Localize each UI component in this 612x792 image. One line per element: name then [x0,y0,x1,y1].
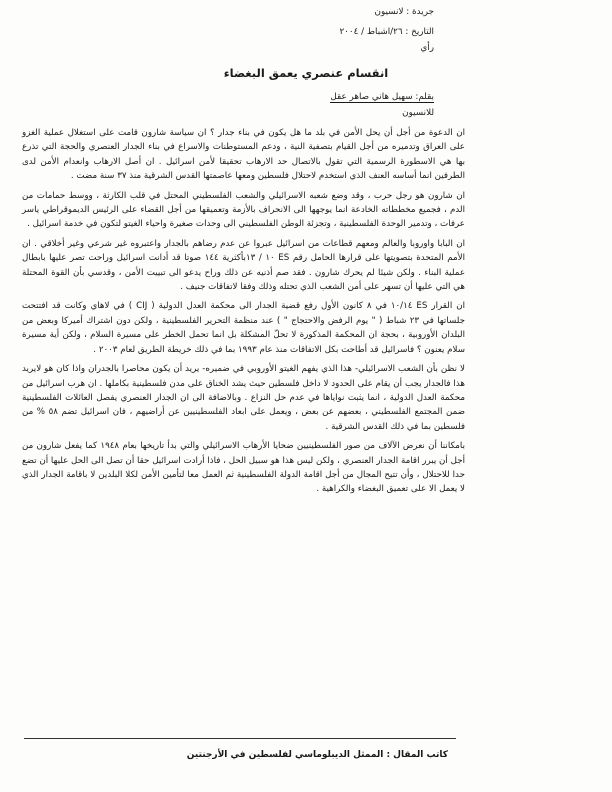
paragraph: ان القرار ES ١٠/١٤ في ٨ كانون الأول رفع قضية الجدار الى محكمة العدل الدولية ( CIJ ) في لاهاي وكانت قد افتتحت جلساتها في ٢٣ شباط ( " يوم الرفض والاحتجاج " ) عند منظمة التحرير الفلسطينية ، ولكن دون اشتراك أميركا وبعض من البلدان الأوروبية ، بحجة ان المحكمة المذكورة لا تحلّ المشكلة بل انما تحمل الخطر على مسيرة السلام ، ولكن أية مسيرة سلام يعنون ؟ فاسرائيل قد أطاحت بكل الاتفاقات منذ عام ١٩٩٣ بما في ذلك خريطة الطريق لعام ٢٠٠٣ . [22,301,465,355]
publication-date: التاريخ : ٢٦/اشباط / ٢٠٠٤ [339,27,434,37]
paragraph: لا نظن بأن الشعب الاسرائيلي- هذا الذي يفهم الغيتو الأوروبي في ضميره- يريد أن يكون محاصرا بالجدران واذا كان هو لايريد هذا فالجدار يجب أن يقام على الحدود لا داخل فلسطين حيث يشد الخناق على مدن فلسطينية بكاملها . ان هرب اسرائيل من محكمة العدل الدولية ، انما يثبت نواياها في عدم حل النزاع . وبالاضافة الى ان الجدار العنصري يفصل العائلات الفلسطينية ضمن المجتمع الفلسطيني ، بعضهم عن بعض ، ويعمل على ابعاد الفلسطينيين عن أراضيهم ، فان اسرائيل تضم ٥٨ % من فلسطين بما في ذلك القدس الشرقية . [22,364,465,432]
byline [330,92,434,102]
salutation: للانسيون [402,108,434,118]
footer-divider [24,738,456,739]
article-title: انقسام عنصري يعمق البغضاء [223,66,389,80]
paragraph: بامكاننا أن نعرض الآلاف من صور الفلسطينيين ضحايا الأرهاب الاسرائيلي والتي بدأ تاريخها بعام ١٩٤٨ كما يفعل شارون من أجل أن يبرر اقامة الجدار العنصري ، ولكن ليس هذا هو سبيل الحل ، فاذا أرادت اسرائيل حقا أن تصل الى الحل عليها أن تضع حدا للاحتلال ، وأن تتيح المجال من أجل اقامة الدولة الفلسطينية ثم العمل معا لتأمين الأمن لكلا البلدين لا باقامة الجدار الذي لا يعمل الا على تعميق البغضاء والكراهية . [22,441,465,495]
newspaper-name: جريدة : لانسيون [374,7,434,17]
paragraph: ان شارون هو رجل حرب ، وقد وضع شعبه الاسرائيلي والشعب الفلسطيني المحتل في قلب الكارثة ، ووسط حمامات من الدم ، فجميع مخططاته الخادعة انما يوجهها الى الانحراف بالأزمة وتعميقها من أجل القضاء على الرئيس الديموقراطي ياسر عرفات ، وتدمير الوحدة الفلسطينية ، وتجزئة الوطن الفلسطيني الى وحدات صغيرة واحياء الغيتو لتكون في خدمة اسرائيل . [22,190,465,230]
byline-text: بقلم: سهيل هاني صاهر عقل [330,92,434,102]
paragraph: ان البابا واوروبا والعالم ومعهم قطاعات من اسرائيل عبروا عن عدم رضاهم بالجدار واعتبروه غير شرعي وغير أخلاقي . ان الأمم المتحدة بتصويتها على قرارها الحامل رقم ES ١٠ / ١٣بأكثرية ١٤٤ صوتا قد أدانت اسرائيل وراحت تصر عليها بابطال عملية البناء . ولكن شيئا لم يحرك شارون . فقد صم أذنيه عن ذلك وراح يدعو الى تبييت الأمن ، وقدسي بأن القوة المحتلة هي التي عليها أن تسهر على أمن الشعب الذي تحتله وذلك وفقا لاتفاقات جنيف . [22,238,466,293]
author-note: كاتب المقال : الممثل الديبلوماسي لفلسطين في الأرجنتين [186,750,448,760]
article-body [22,126,465,502]
section-label: رأي [420,43,434,53]
paragraph: ان الدعوة من أجل أن يحل الأمن في بلد ما هل يكون في بناء جدار ؟ ان سياسة شارون قامت على استغلال عملية الغزو على العراق وتدميره من أجل القيام بتصفية النية ، ودعم المستوطنات والاسراع في بناء الجدار العنصري والحجة التي تذرع بها هي الاسطورة الرسمية التي تقول بالاتصال حد الارهاب تحقيقا لأمن اسرائيل . ان أصل الارهاب وانعدام الأمن لدى الطرفين انما أساسه العنف الذي استخدم لاحتلال فلسطين ومعها عاصمتها القدس الشرقية منذ ٣٧ سنة مضت . [22,128,465,182]
